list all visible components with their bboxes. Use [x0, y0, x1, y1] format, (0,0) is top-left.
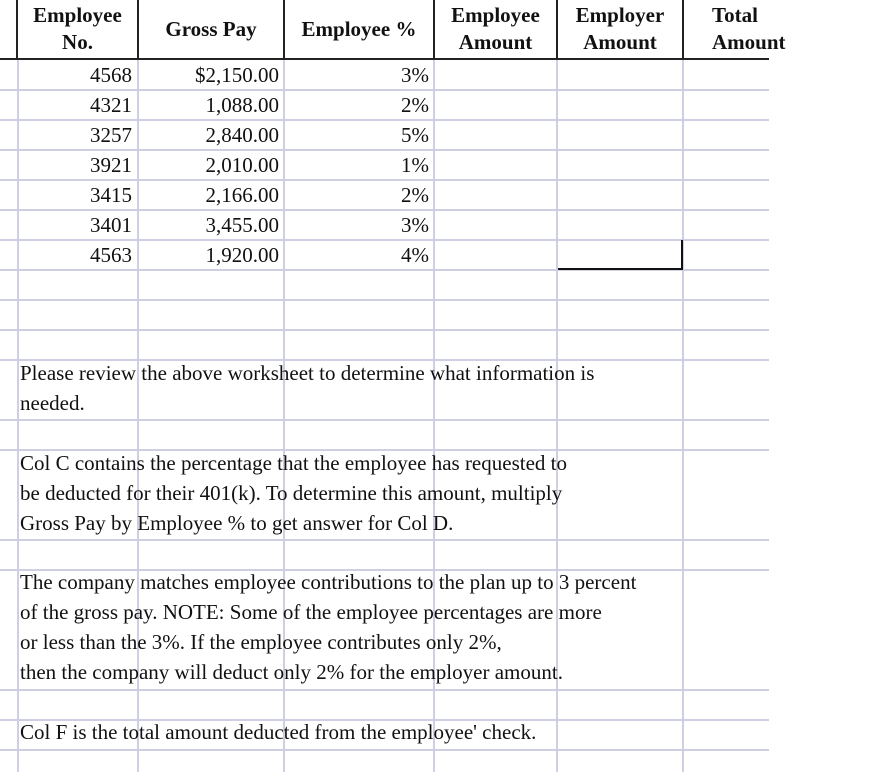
cell-employee-no[interactable]: 4563	[90, 243, 132, 267]
cell-employee-no[interactable]: 4568	[90, 63, 132, 87]
header-gross-pay[interactable]	[139, 0, 283, 58]
note-colf-line: Col F is the total amount deducted from the employee' check.	[20, 720, 537, 744]
cell-employee-pct[interactable]: 3%	[401, 213, 429, 237]
header-border	[283, 0, 285, 60]
note-match-line: of the gross pay. NOTE: Some of the employee percentages are more	[20, 600, 602, 624]
header-line: No.	[62, 30, 93, 54]
header-border	[556, 0, 558, 60]
cell-gross-pay[interactable]: 1,088.00	[205, 93, 279, 117]
cell-employee-no[interactable]: 3257	[90, 123, 132, 147]
header-line: Total	[712, 3, 758, 27]
cell-gross-pay[interactable]: 2,840.00	[205, 123, 279, 147]
header-border	[16, 0, 18, 60]
cell-gross-pay[interactable]: $2,150.00	[195, 63, 279, 87]
cell-employee-no[interactable]: 3415	[90, 183, 132, 207]
cell-employee-pct[interactable]: 3%	[401, 63, 429, 87]
grid-line	[0, 539, 769, 541]
header-border	[137, 0, 139, 60]
cell-gross-pay[interactable]: 3,455.00	[205, 213, 279, 237]
grid-line	[0, 329, 769, 331]
grid-line	[0, 689, 769, 691]
header-line: Gross Pay	[165, 16, 257, 41]
header-line: Employer	[575, 3, 665, 27]
header-border	[433, 0, 435, 60]
active-cell-border[interactable]	[558, 240, 683, 270]
header-line: Employee	[451, 3, 540, 27]
note-match-line: then the company will deduct only 2% for the employer amount.	[20, 660, 563, 684]
cell-gross-pay[interactable]: 1,920.00	[205, 243, 279, 267]
cell-employee-pct[interactable]: 1%	[401, 153, 429, 177]
header-line: Amount	[458, 30, 533, 54]
cell-employee-no[interactable]: 3401	[90, 213, 132, 237]
note-match-line: The company matches employee contributions to the plan up to 3 percent	[20, 570, 637, 594]
note-review-line: needed.	[20, 391, 85, 415]
cell-employee-pct[interactable]: 4%	[401, 243, 429, 267]
cell-employee-pct[interactable]: 2%	[401, 93, 429, 117]
grid-line	[0, 299, 769, 301]
note-colc-line: Col C contains the percentage that the employee has requested to	[20, 451, 567, 475]
cell-gross-pay[interactable]: 2,166.00	[205, 183, 279, 207]
header-employee-no[interactable]	[18, 0, 137, 58]
grid-line	[0, 749, 769, 751]
header-line: Employee	[33, 3, 122, 27]
cell-employee-no[interactable]: 3921	[90, 153, 132, 177]
header-employee-pct[interactable]	[285, 0, 433, 58]
note-review-line: Please review the above worksheet to determine what information is	[20, 361, 595, 385]
header-total-amount[interactable]	[684, 0, 882, 58]
header-line: Amount	[712, 30, 786, 54]
header-employer-amount[interactable]	[558, 0, 682, 58]
note-colc-line: Gross Pay by Employee % to get answer for Col D.	[20, 511, 454, 535]
note-colc-line: be deducted for their 401(k). To determine this amount, multiply	[20, 481, 563, 505]
cell-employee-pct[interactable]: 5%	[401, 123, 429, 147]
header-line: Employee %	[301, 16, 417, 41]
header-border	[682, 0, 684, 60]
header-employee-amount[interactable]	[435, 0, 556, 58]
grid-line	[682, 0, 684, 772]
cell-employee-no[interactable]: 4321	[90, 93, 132, 117]
note-match-line: or less than the 3%. If the employee contributes only 2%,	[20, 630, 502, 654]
grid-line	[0, 419, 769, 421]
cell-employee-pct[interactable]: 2%	[401, 183, 429, 207]
header-line: Amount	[583, 30, 657, 54]
cell-gross-pay[interactable]: 2,010.00	[205, 153, 279, 177]
